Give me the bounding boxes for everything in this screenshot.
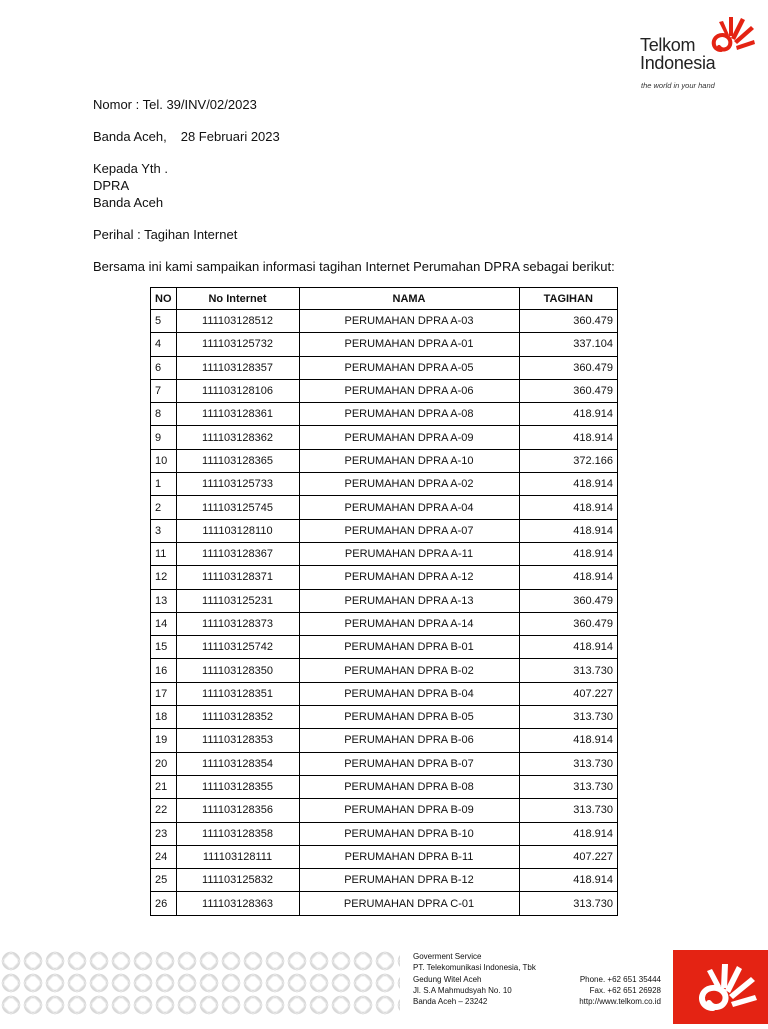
letter-number: Nomor : Tel. 39/INV/02/2023 [93, 97, 257, 112]
cell-no: 11 [151, 542, 177, 565]
table-row [151, 449, 618, 472]
cell-nama: PERUMAHAN DPRA A-14 [299, 612, 519, 635]
cell-no: 22 [151, 799, 177, 822]
decorative-pattern [0, 950, 400, 1016]
logo-name-line1: Telkom [640, 35, 696, 55]
letter-date: 28 Februari 2023 [180, 129, 280, 144]
cell-nama: PERUMAHAN DPRA C-01 [299, 892, 519, 915]
table-row [151, 775, 618, 798]
header-no: NO [151, 288, 177, 310]
cell-nama: PERUMAHAN DPRA B-09 [299, 799, 519, 822]
table-row [151, 752, 618, 775]
cell-nama: PERUMAHAN DPRA B-08 [299, 775, 519, 798]
cell-no: 19 [151, 729, 177, 752]
cell-tagihan: 360.479 [519, 356, 618, 379]
table-body [151, 310, 618, 916]
cell-nama: PERUMAHAN DPRA A-05 [299, 356, 519, 379]
cell-nama: PERUMAHAN DPRA A-09 [299, 426, 519, 449]
cell-no: 1 [151, 473, 177, 496]
cell-nama: PERUMAHAN DPRA B-06 [299, 729, 519, 752]
cell-nama: PERUMAHAN DPRA A-07 [299, 519, 519, 542]
recipient-line-3: Banda Aceh [93, 195, 164, 210]
cell-tagihan: 313.730 [519, 752, 618, 775]
footer-line-5: Banda Aceh – 23242 [413, 997, 488, 1007]
cell-nama: PERUMAHAN DPRA A-04 [299, 496, 519, 519]
letter-intro: Bersama ini kami sampaikan informasi tagihan Internet Perumahan DPRA sebagai berikut: [93, 259, 615, 274]
cell-no-internet: 111103128371 [176, 566, 299, 589]
cell-tagihan: 418.914 [519, 542, 618, 565]
cell-no-internet: 111103128373 [176, 612, 299, 635]
cell-no-internet: 111103125832 [176, 869, 299, 892]
cell-nama: PERUMAHAN DPRA A-13 [299, 589, 519, 612]
cell-no: 10 [151, 449, 177, 472]
cell-no: 25 [151, 869, 177, 892]
cell-no-internet: 111103128357 [176, 356, 299, 379]
cell-tagihan: 418.914 [519, 636, 618, 659]
recipient-line-1: Kepada Yth . [93, 161, 168, 176]
cell-tagihan: 418.914 [519, 519, 618, 542]
table-row [151, 682, 618, 705]
cell-tagihan: 337.104 [519, 333, 618, 356]
cell-no-internet: 111103128111 [176, 845, 299, 868]
cell-nama: PERUMAHAN DPRA A-01 [299, 333, 519, 356]
footer-line-1: Goverment Service [413, 952, 482, 961]
table-row [151, 869, 618, 892]
cell-no: 16 [151, 659, 177, 682]
cell-no: 23 [151, 822, 177, 845]
cell-tagihan: 418.914 [519, 496, 618, 519]
cell-no-internet: 111103128353 [176, 729, 299, 752]
recipient-line-2: DPRA [93, 178, 130, 193]
cell-tagihan: 360.479 [519, 612, 618, 635]
table-row [151, 636, 618, 659]
cell-nama: PERUMAHAN DPRA B-11 [299, 845, 519, 868]
table-header-row [151, 288, 618, 310]
cell-tagihan: 313.730 [519, 892, 618, 915]
cell-nama: PERUMAHAN DPRA B-12 [299, 869, 519, 892]
cell-tagihan: 418.914 [519, 566, 618, 589]
cell-tagihan: 313.730 [519, 659, 618, 682]
cell-nama: PERUMAHAN DPRA A-10 [299, 449, 519, 472]
table-row [151, 892, 618, 915]
cell-tagihan: 360.479 [519, 310, 618, 333]
table-row [151, 845, 618, 868]
cell-tagihan: 313.730 [519, 706, 618, 729]
cell-tagihan: 418.914 [519, 869, 618, 892]
cell-tagihan: 418.914 [519, 426, 618, 449]
table-row [151, 310, 618, 333]
header-nama: NAMA [299, 288, 519, 310]
letter-date-line [93, 128, 615, 145]
table-row [151, 659, 618, 682]
cell-no: 17 [151, 682, 177, 705]
table-row [151, 473, 618, 496]
cell-no-internet: 111103128352 [176, 706, 299, 729]
table-row [151, 379, 618, 402]
cell-no: 5 [151, 310, 177, 333]
cell-nama: PERUMAHAN DPRA A-11 [299, 542, 519, 565]
cell-no: 2 [151, 496, 177, 519]
cell-no: 4 [151, 333, 177, 356]
table-row [151, 822, 618, 845]
cell-no-internet: 111103128362 [176, 426, 299, 449]
cell-nama: PERUMAHAN DPRA A-12 [299, 566, 519, 589]
cell-no: 21 [151, 775, 177, 798]
footer-website[interactable]: http://www.telkom.co.id [579, 997, 661, 1007]
cell-no: 8 [151, 403, 177, 426]
cell-no: 20 [151, 752, 177, 775]
table-row [151, 612, 618, 635]
logo-wordmark [640, 36, 715, 72]
cell-no-internet: 111103128350 [176, 659, 299, 682]
table-row [151, 589, 618, 612]
table-row [151, 566, 618, 589]
cell-tagihan: 407.227 [519, 682, 618, 705]
header-no-internet: No Internet [176, 288, 299, 310]
cell-no: 14 [151, 612, 177, 635]
billing-table [150, 287, 618, 916]
cell-no: 7 [151, 379, 177, 402]
cell-nama: PERUMAHAN DPRA A-02 [299, 473, 519, 496]
footer-phone: Phone. +62 651 35444 [579, 974, 661, 984]
cell-no-internet: 111103128354 [176, 752, 299, 775]
footer-line-4: Jl. S.A Mahmudsyah No. 10 [413, 985, 512, 995]
cell-no: 24 [151, 845, 177, 868]
cell-tagihan: 418.914 [519, 729, 618, 752]
cell-no-internet: 111103128361 [176, 403, 299, 426]
cell-no-internet: 111103128356 [176, 799, 299, 822]
table-row [151, 496, 618, 519]
cell-no: 6 [151, 356, 177, 379]
letter-header [93, 96, 615, 275]
cell-no-internet: 111103125733 [176, 473, 299, 496]
cell-no: 13 [151, 589, 177, 612]
cell-no-internet: 111103128367 [176, 542, 299, 565]
footer-line-2: PT. Telekomunikasi Indonesia, Tbk [413, 963, 536, 973]
cell-nama: PERUMAHAN DPRA B-02 [299, 659, 519, 682]
cell-no-internet: 111103128365 [176, 449, 299, 472]
table-row [151, 729, 618, 752]
cell-tagihan: 418.914 [519, 822, 618, 845]
footer-address [413, 951, 661, 1007]
footer-logo-block [673, 950, 768, 1024]
letter-place: Banda Aceh, [93, 129, 167, 144]
table-row [151, 403, 618, 426]
cell-no-internet: 111103125745 [176, 496, 299, 519]
cell-no-internet: 111103128106 [176, 379, 299, 402]
footer-fax: Fax. +62 651 26928 [589, 985, 661, 995]
telkom-hand-icon [673, 950, 768, 1024]
cell-tagihan: 407.227 [519, 845, 618, 868]
cell-tagihan: 313.730 [519, 799, 618, 822]
table-row [151, 356, 618, 379]
cell-no: 18 [151, 706, 177, 729]
cell-no-internet: 111103128355 [176, 775, 299, 798]
table-row [151, 799, 618, 822]
table-row [151, 542, 618, 565]
cell-no-internet: 111103128512 [176, 310, 299, 333]
cell-no: 15 [151, 636, 177, 659]
cell-no: 12 [151, 566, 177, 589]
footer-line-3: Gedung Witel Aceh [413, 974, 482, 984]
cell-no: 3 [151, 519, 177, 542]
table-row [151, 333, 618, 356]
header-tagihan: TAGIHAN [519, 288, 618, 310]
cell-no-internet: 111103128363 [176, 892, 299, 915]
cell-nama: PERUMAHAN DPRA B-04 [299, 682, 519, 705]
cell-nama: PERUMAHAN DPRA A-06 [299, 379, 519, 402]
cell-nama: PERUMAHAN DPRA B-10 [299, 822, 519, 845]
cell-nama: PERUMAHAN DPRA B-01 [299, 636, 519, 659]
cell-tagihan: 372.166 [519, 449, 618, 472]
table-row [151, 519, 618, 542]
cell-tagihan: 418.914 [519, 403, 618, 426]
table-row [151, 426, 618, 449]
cell-tagihan: 313.730 [519, 775, 618, 798]
telkom-hand-icon [707, 16, 755, 60]
letter-subject: Perihal : Tagihan Internet [93, 227, 238, 242]
table-row [151, 706, 618, 729]
logo-tagline: the world in your hand [641, 81, 715, 90]
cell-nama: PERUMAHAN DPRA A-08 [299, 403, 519, 426]
logo-name-line2: Indonesia [640, 53, 716, 73]
cell-no: 9 [151, 426, 177, 449]
cell-tagihan: 418.914 [519, 473, 618, 496]
cell-nama: PERUMAHAN DPRA A-03 [299, 310, 519, 333]
cell-no-internet: 111103128351 [176, 682, 299, 705]
cell-no-internet: 111103125742 [176, 636, 299, 659]
cell-no-internet: 111103125732 [176, 333, 299, 356]
cell-tagihan: 360.479 [519, 589, 618, 612]
cell-no: 26 [151, 892, 177, 915]
cell-tagihan: 360.479 [519, 379, 618, 402]
telkom-logo [640, 14, 760, 94]
cell-nama: PERUMAHAN DPRA B-07 [299, 752, 519, 775]
cell-no-internet: 111103128358 [176, 822, 299, 845]
cell-no-internet: 111103128110 [176, 519, 299, 542]
cell-nama: PERUMAHAN DPRA B-05 [299, 706, 519, 729]
cell-no-internet: 111103125231 [176, 589, 299, 612]
